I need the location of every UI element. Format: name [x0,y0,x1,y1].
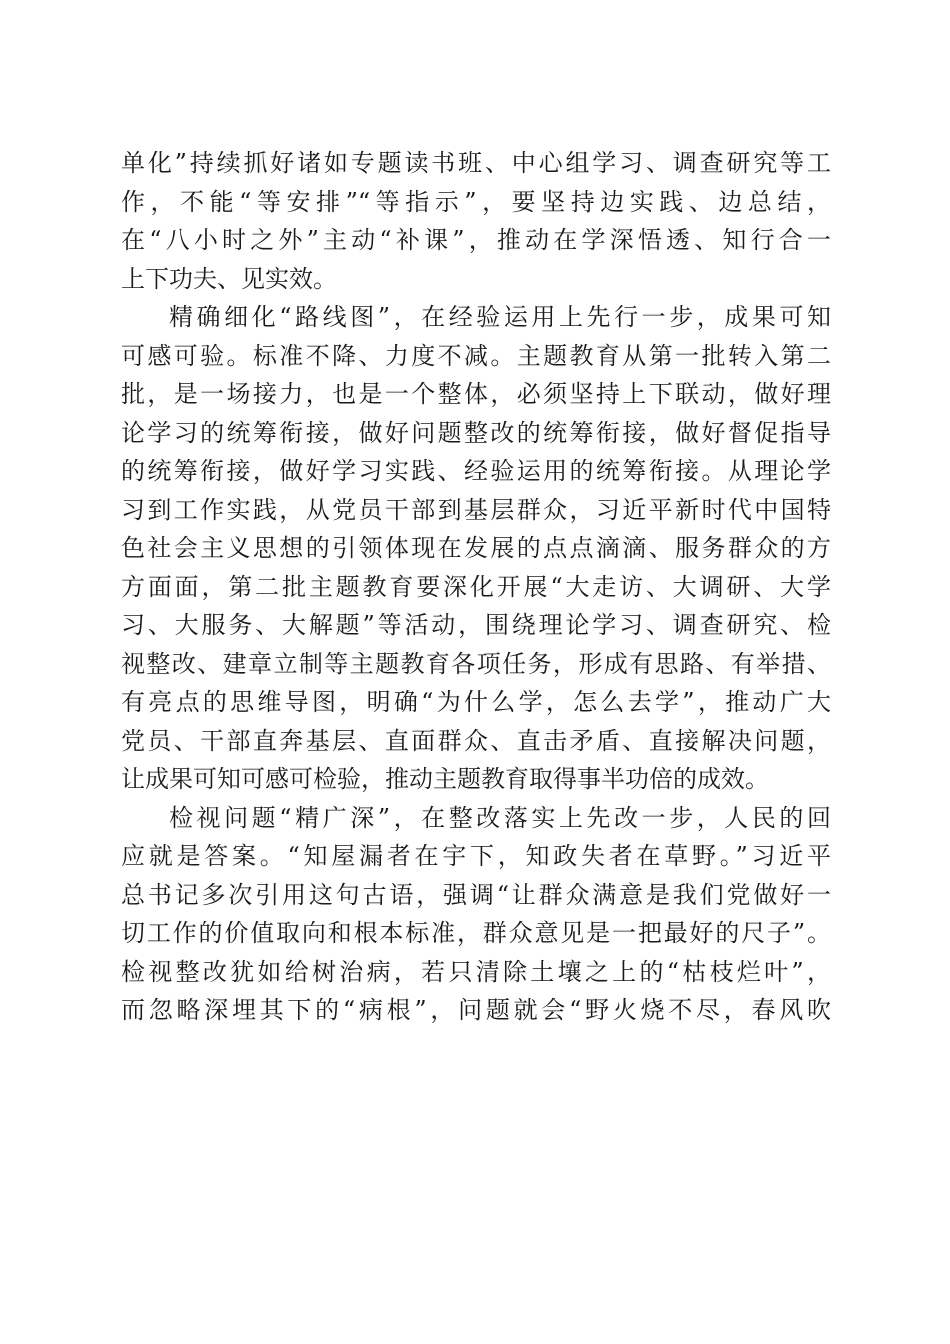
text-line: 切工作的价值取向和根本标准，群众意见是一把最好的尺子”。 [121,919,831,947]
text-line: 色社会主义思想的引领体现在发展的点点滴滴、服务群众的方 [121,534,831,562]
paragraph-first-line: 检视问题“精广深”，在整改落实上先改一步，人民的回 [169,803,831,832]
text-line: 单化”持续抓好诸如专题读书班、中心组学习、调查研究等工 [121,149,831,177]
text-line: 让成果可知可感可检验，推动主题教育取得事半功倍的成效。 [121,765,769,793]
text-line: 方面面，第二批主题教育要深化开展“大走访、大调研、大学 [121,572,831,601]
text-line: 总书记多次引用这句古语，强调“让群众满意是我们党做好一 [121,880,831,909]
text-line: 论学习的统筹衔接，做好问题整改的统筹衔接，做好督促指导 [121,418,831,447]
text-line: 视整改、建章立制等主题教育各项任务，形成有思路、有举措、 [121,649,831,678]
text-line: 可感可验。标准不降、力度不减。主题教育从第一批转入第二 [121,341,831,370]
text-line: 在“八小时之外”主动“补课”，推动在学深悟透、知行合一 [121,226,831,254]
text-line: 而忽略深埋其下的“病根”，问题就会“野火烧不尽，春风吹 [121,996,831,1024]
text-line: 的统筹衔接，做好学习实践、经验运用的统筹衔接。从理论学 [121,457,831,485]
text-line: 上下功夫、见实效。 [121,264,337,293]
text-line: 作，不能“等安排”“等指示”，要坚持边实践、边总结， [121,187,831,216]
text-line: 习、大服务、大解题”等活动，围绕理论学习、调查研究、检 [121,611,831,639]
body-text [121,144,831,1030]
text-line: 应就是答案。“知屋漏者在宇下，知政失者在草野。”习近平 [121,842,831,870]
text-line: 党员、干部直奔基层、直面群众、直击矛盾、直接解决问题， [121,726,831,755]
text-line: 批，是一场接力，也是一个整体，必须坚持上下联动，做好理 [121,380,831,408]
text-line: 习到工作实践，从党员干部到基层群众，习近平新时代中国特 [121,495,831,524]
paragraph-first-line: 精确细化“路线图”，在经验运用上先行一步，成果可知 [169,303,831,331]
text-line: 有亮点的思维导图，明确“为什么学，怎么去学”，推动广大 [121,688,831,716]
text-line: 检视整改犹如给树治病，若只清除土壤之上的“枯枝烂叶”， [121,957,831,986]
